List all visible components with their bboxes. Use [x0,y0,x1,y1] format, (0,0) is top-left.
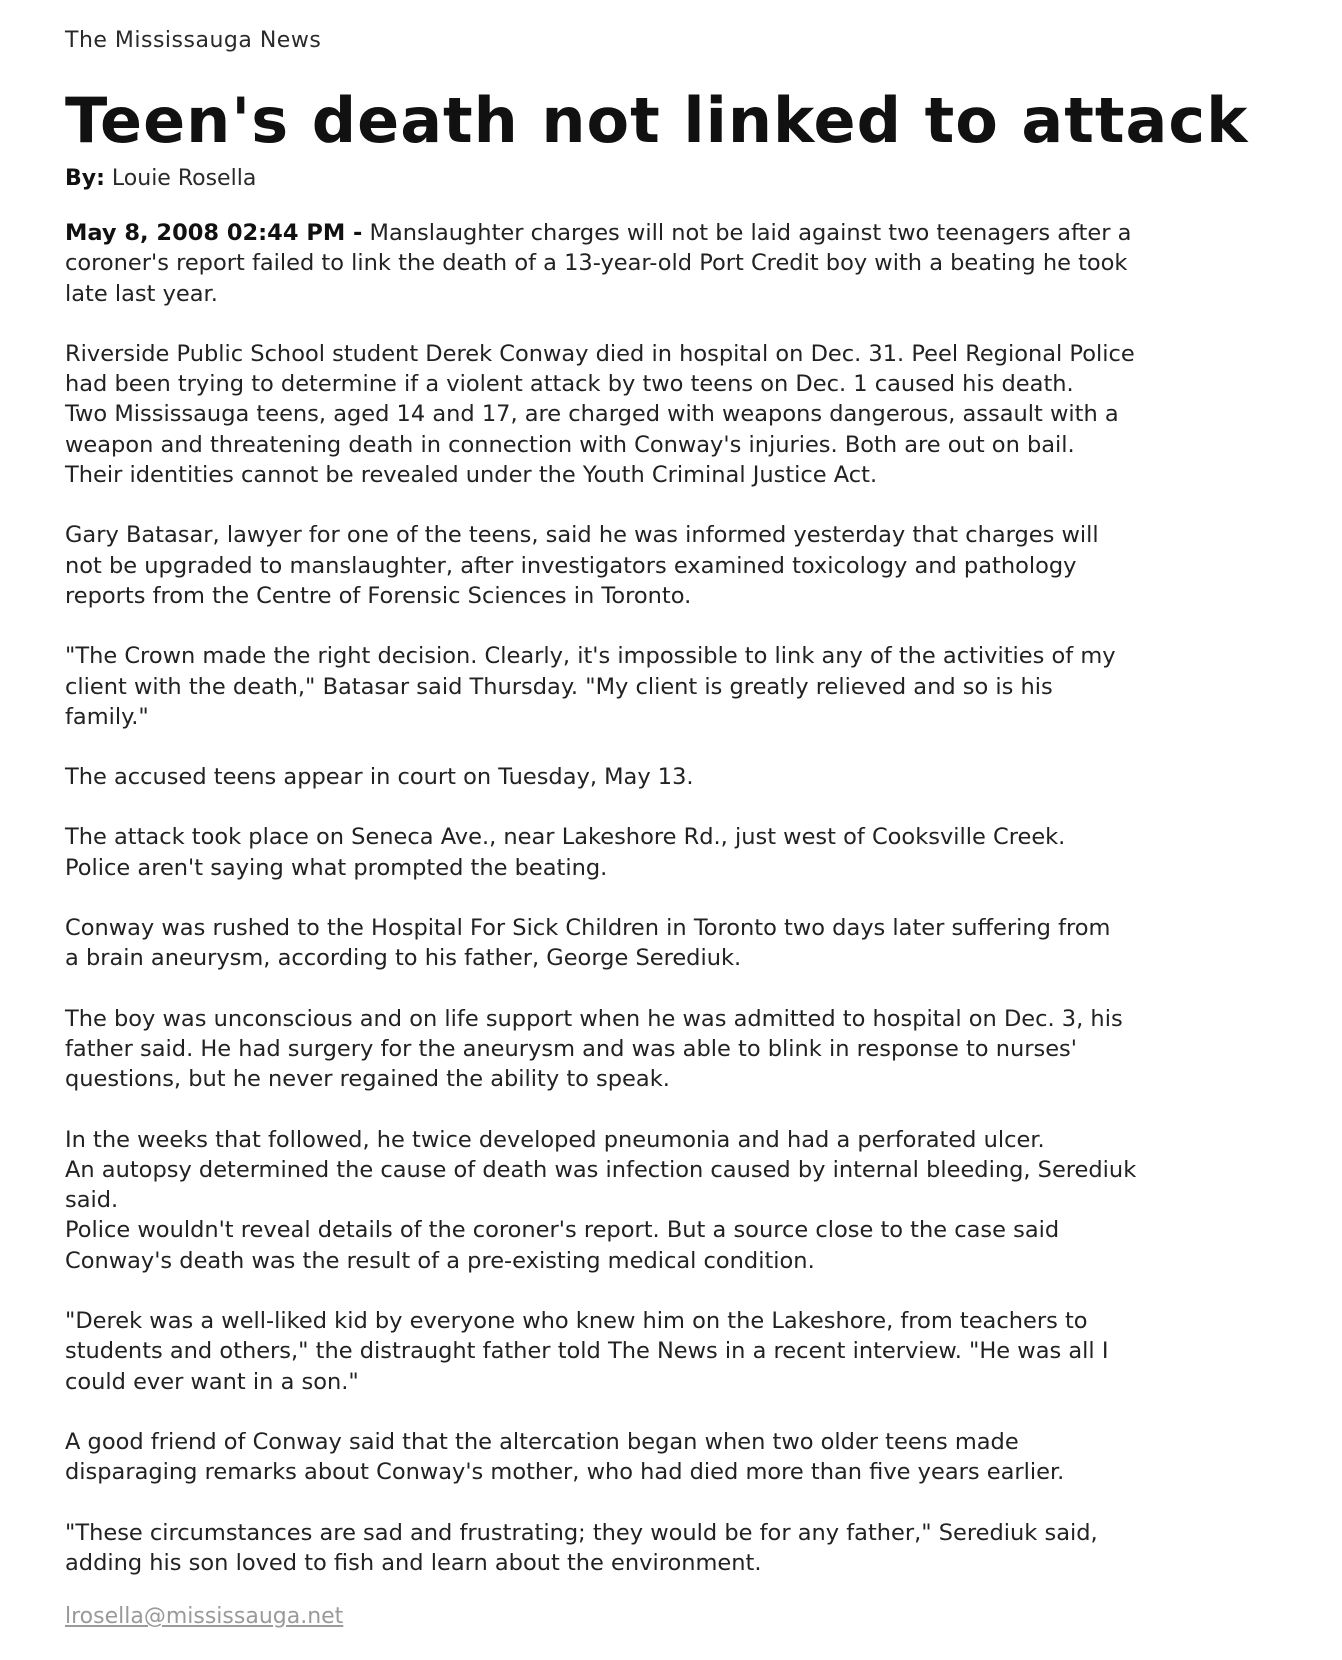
line-text: weapon and threatening death in connection with Conway's injuries. Both are out on bail. [65,431,1075,458]
article-paragraph [65,1306,1280,1397]
paragraph-line [65,1548,1280,1578]
paragraph-line [65,1215,1280,1245]
line-text: client with the death," Batasar said Thursday. "My client is greatly relieved and so is his [65,673,1053,700]
article-page [65,24,1280,1631]
byline-label: By: [65,166,105,191]
line-text: reports from the Centre of Forensic Sciences in Toronto. [65,582,692,609]
line-text: Riverside Public School student Derek Conway died in hospital on Dec. 31. Peel Regional Police [65,340,1135,367]
line-text: Police wouldn't reveal details of the coroner's report. But a source close to the case said [65,1217,1060,1244]
line-text: Conway was rushed to the Hospital For Sick Children in Toronto two days later suffering from [65,915,1111,942]
paragraph-line [65,1246,1280,1276]
line-text: students and others," the distraught father told The News in a recent interview. "He was all I [65,1338,1109,1365]
paragraph-line [65,248,1280,278]
article-paragraph [65,520,1280,611]
line-text: In the weeks that followed, he twice developed pneumonia and had a perforated ulcer. [65,1126,1045,1153]
paragraph-line [65,1064,1280,1094]
headline: Teen's death not linked to attack [65,84,1249,157]
paragraph-line [65,520,1280,550]
line-text: Two Mississauga teens, aged 14 and 17, are charged with weapons dangerous, assault with a [65,401,1119,428]
line-text: coroner's report failed to link the death of a 13-year-old Port Credit boy with a beating he took [65,250,1128,277]
line-text: not be upgraded to manslaughter, after investigators examined toxicology and pathology [65,552,1077,579]
paragraph-line [65,1336,1280,1366]
paragraph-line [65,1306,1280,1336]
paragraph-line [65,1518,1280,1548]
publication-name: The Mississauga News [65,28,322,53]
line-text: "These circumstances are sad and frustrating; they would be for any father," Serediuk said, [65,1519,1098,1546]
line-text: Gary Batasar, lawyer for one of the teens, said he was informed yesterday that charges will [65,522,1099,549]
paragraph-line [65,581,1280,611]
line-text: Their identities cannot be revealed under the Youth Criminal Justice Act. [65,462,878,489]
line-text: An autopsy determined the cause of death was infection caused by internal bleeding, Serediuk [65,1156,1137,1183]
paragraph-line [65,762,1280,792]
paragraph-line [65,1457,1280,1487]
line-text: The accused teens appear in court on Tuesday, May 13. [65,764,694,791]
paragraph-line [65,853,1280,883]
article-paragraph [65,1427,1280,1488]
paragraph-line [65,460,1280,490]
paragraph-line [65,1004,1280,1034]
paragraph-line [65,1034,1280,1064]
paragraph-line [65,399,1280,429]
paragraph-line [65,1125,1280,1155]
article-paragraph [65,762,1280,792]
line-text: questions, but he never regained the ability to speak. [65,1066,670,1093]
paragraph-line [65,1155,1280,1185]
line-text: "Derek was a well-liked kid by everyone who knew him on the Lakeshore, from teachers to [65,1308,1088,1335]
article-paragraph [65,339,1280,490]
paragraph-line [65,702,1280,732]
paragraph-line [65,279,1280,309]
byline-author: Louie Rosella [111,166,257,191]
line-text: Police aren't saying what prompted the beating. [65,854,608,881]
paragraph-line [65,943,1280,973]
paragraph-line [65,1427,1280,1457]
paragraph-line [65,913,1280,943]
paragraph-line [65,218,1280,248]
line-text: adding his son loved to fish and learn about the environment. [65,1549,762,1576]
article-paragraph [65,218,1280,309]
line-text: late last year. [65,280,218,307]
article-body [65,218,1280,1578]
line-text: family." [65,703,149,730]
line-text: said. [65,1187,119,1214]
line-text: The attack took place on Seneca Ave., near Lakeshore Rd., just west of Cooksville Creek. [65,824,1066,851]
paragraph-line [65,641,1280,671]
line-text: A good friend of Conway said that the altercation began when two older teens made [65,1428,1019,1455]
line-text: "The Crown made the right decision. Clearly, it's impossible to link any of the activities of my [65,643,1116,670]
paragraph-line [65,822,1280,852]
paragraph-line [65,672,1280,702]
paragraph-line [65,339,1280,369]
line-text: The boy was unconscious and on life support when he was admitted to hospital on Dec. 3, his [65,1005,1123,1032]
paragraph-line [65,551,1280,581]
line-text: Manslaughter charges will not be laid against two teenagers after a [369,220,1132,246]
line-text: had been trying to determine if a violent attack by two teens on Dec. 1 caused his death. [65,371,1074,398]
byline [65,164,1280,194]
paragraph-line [65,1367,1280,1397]
paragraph-line [65,430,1280,460]
line-text: Conway's death was the result of a pre-existing medical condition. [65,1247,815,1274]
article-paragraph [65,1125,1280,1276]
author-email-link[interactable]: lrosella@mississauga.net [65,1604,344,1630]
article-paragraph [65,1004,1280,1095]
article-paragraph [65,822,1280,883]
article-paragraph [65,641,1280,732]
line-text: could ever want in a son." [65,1368,359,1395]
paragraph-line [65,369,1280,399]
paragraph-line [65,1185,1280,1215]
article-paragraph [65,1518,1280,1579]
line-text: a brain aneurysm, according to his father, George Serediuk. [65,945,742,972]
line-text: father said. He had surgery for the aneurysm and was able to blink in response to nurses' [65,1035,1077,1062]
article-paragraph [65,913,1280,974]
line-text: disparaging remarks about Conway's mother, who had died more than five years earlier. [65,1459,1065,1486]
dateline: May 8, 2008 02:44 PM - [65,220,363,246]
